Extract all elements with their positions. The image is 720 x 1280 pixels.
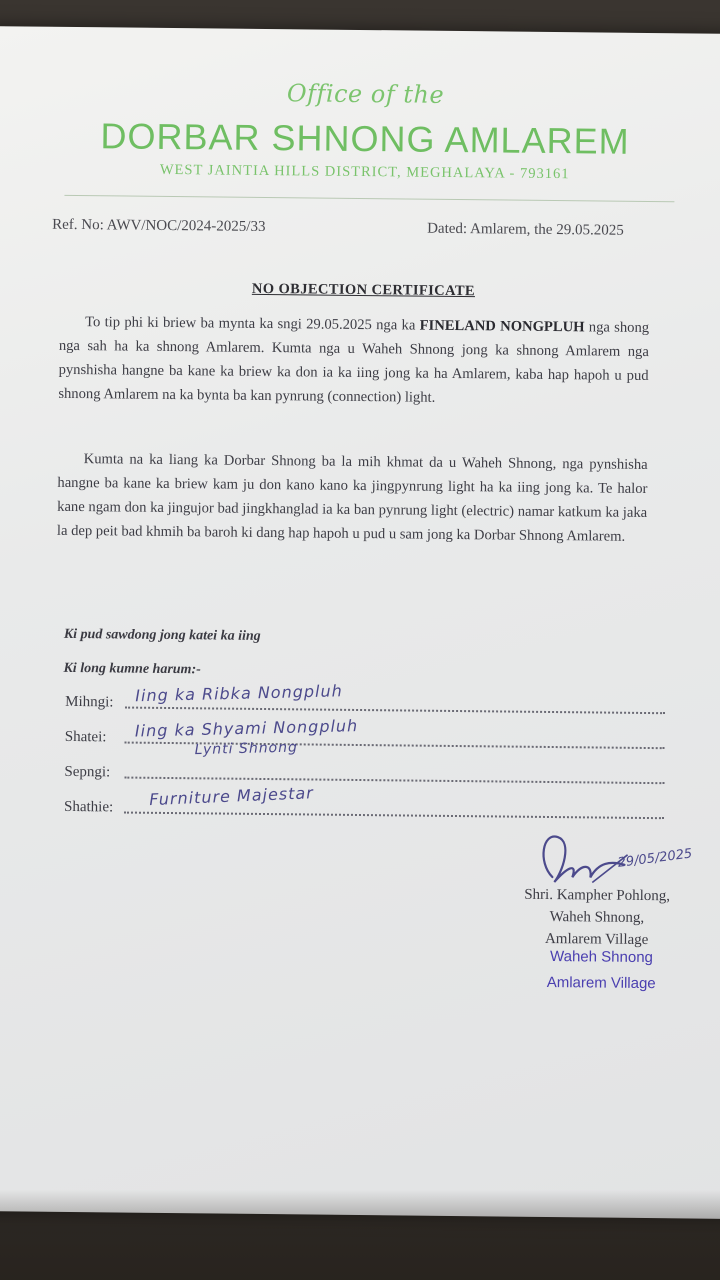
signer-name: Shri. Kampher Pohlong, xyxy=(524,886,671,905)
paragraph-1-b: nga shong nga sah ha ka shnong Amlarem. Kumta nga u Waheh Shnong jong ka shnong Amlarem nga pynshisha hangne ba kane ka briew ka don ia ka iing jong ka ha Amlarem, kaba hap hapoh u pud shnong Amlarem na ka bynta ba kan pynrung (connection) light. xyxy=(58,319,650,406)
field-value: Iing ka Shyami Nongpluh xyxy=(134,716,359,741)
letterhead-org-name: DORBAR SHNONG AMLAREM xyxy=(100,115,630,162)
stamp-line-2: Amlarem Village xyxy=(546,973,656,993)
field-value: Furniture Majestar xyxy=(148,783,315,810)
signer-block xyxy=(497,883,698,951)
letterhead-divider xyxy=(64,195,674,202)
field-value-2: Lynti Shnong xyxy=(194,739,299,759)
signer-title: Waheh Shnong, xyxy=(549,909,645,926)
certificate-heading: NO OBJECTION CERTIFICATE xyxy=(251,280,476,300)
boundaries-heading: Ki pud sawdong jong katei ka iing xyxy=(63,626,261,644)
paragraph-1-a: To tip phi ki briew ba mynta ka sngi 29.05.2025 nga ka xyxy=(85,314,420,334)
paragraph-2-text: Kumta na ka liang ka Dorbar Shnong ba la mih khmat da u Waheh Shnong, nga pynshisha hangne ba kane ka briew kam ju don kano kano ka jingpynrung light ha ka iing jong ka. Te halor kane ngam don ka jingujor bad jingkhanglad ia ka ban pynrung light (electric) namar katkum ka jaka la dep peit bad khmih ba baroh ki dang hap hapoh u pud u sam jong ka Dorbar Shnong Amlarem. xyxy=(56,451,648,545)
paragraph-1 xyxy=(58,310,649,412)
letterhead-district: WEST JAINTIA HILLS DISTRICT, MEGHALAYA - 793161 xyxy=(159,161,570,183)
official-stamp xyxy=(536,944,667,997)
document-page xyxy=(0,26,720,1219)
field-label: Mihngi: xyxy=(65,693,114,711)
reference-number: Ref. No: AWV/NOC/2024-2025/33 xyxy=(52,216,266,235)
background-shadow xyxy=(0,1190,720,1280)
field-label: Sepngi: xyxy=(64,763,111,781)
applicant-name: FINELAND NONGPLUH xyxy=(419,317,585,336)
date-line: Dated: Amlarem, the 29.05.2025 xyxy=(427,220,624,239)
signature-date: 29/05/2025 xyxy=(616,846,694,871)
field-value: Iing ka Ribka Nongpluh xyxy=(135,681,343,706)
boundary-fields xyxy=(63,681,665,836)
letterhead-office: Office of the xyxy=(286,79,445,109)
field-label: Shathie: xyxy=(63,798,114,816)
boundaries-subheading: Ki long kumne harum:- xyxy=(63,660,201,678)
signer-village: Amlarem Village xyxy=(544,930,649,949)
field-label: Shatei: xyxy=(64,728,107,746)
stamp-line-1: Waheh Shnong xyxy=(549,948,654,967)
paragraph-2 xyxy=(57,447,648,549)
